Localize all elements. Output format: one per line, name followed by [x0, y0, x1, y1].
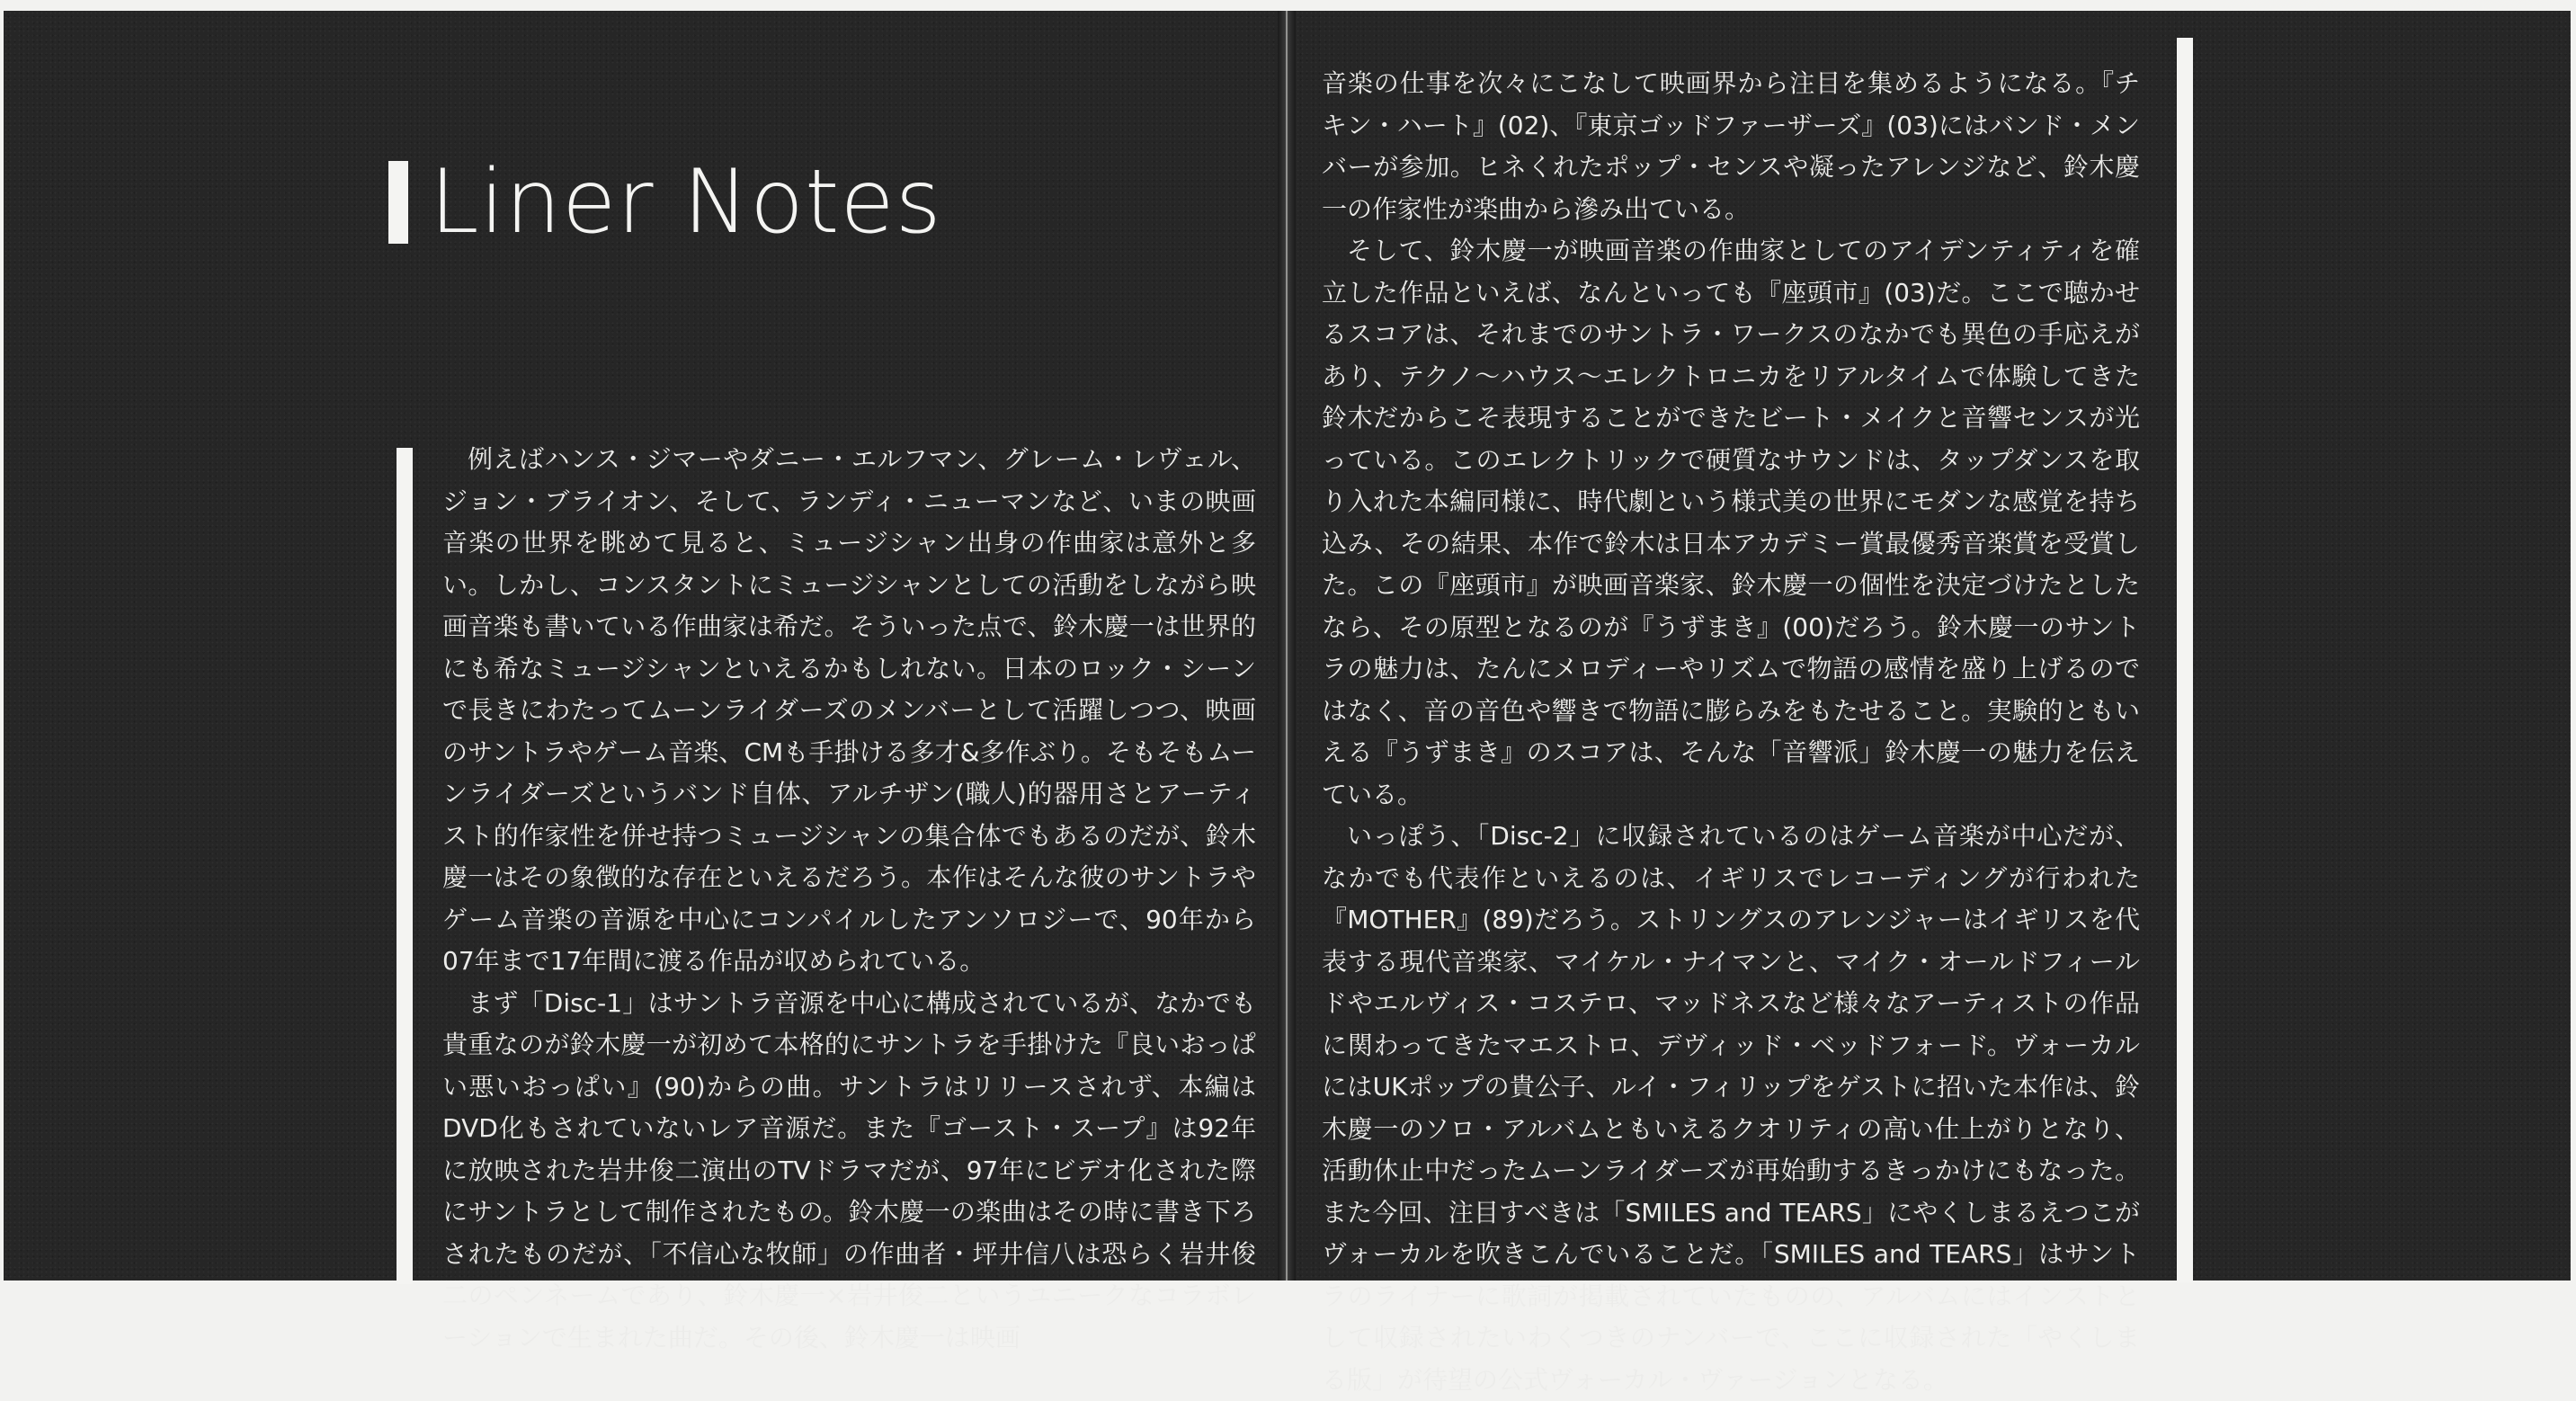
paragraph: まず「Disc-1」はサントラ音源を中心に構成されているが、なかでも貴重なのが鈴木慶一が初めて本格的にサントラを手掛けた『良いおっぱい悪いおっぱい』(90)からの曲。サントラはリリースされず、本編はDVD化もされていないレア音源だ。また『ゴースト・スープ』は92年に放映された岩井俊二演出のTVドラマだが、97年にビデオ化された際にサントラとして制作されたもの。鈴木慶一の楽曲はその時に書き下ろされたものだが、「不信心な牧師」の作曲者・坪井信八は恐らく岩井俊二のペンネームであり、鈴木慶一×岩井俊二というユニークなコラボレーションで生まれた曲だ。その後、鈴木慶一は映画: [442, 987, 1256, 1352]
title-bar-mark: [388, 161, 408, 244]
paragraph-continued: 音楽の仕事を次々にこなして映画界から注目を集めるようになる。『チキン・ハート』(02)、『東京ゴッドファーザーズ』(03)にはバンド・メンバーが参加。ヒネくれたポップ・センスや凝ったアレンジなど、鈴木慶一の作家性が楽曲から滲み出ている。: [1322, 68, 2140, 224]
left-column-text: [442, 439, 1256, 1359]
title-text: Liner Notes: [430, 151, 942, 254]
book-gutter: [1278, 11, 1296, 1281]
paragraph: いっぽう、「Disc-2」に収録されているのはゲーム音楽が中心だが、なかでも代表作といえるのは、イギリスでレコーディングが行われた『MOTHER』(89)だろう。ストリングスのアレンジャーはイギリスを代表する現代音楽家、マイケル・ナイマンと、マイク・オールドフィールドやエルヴィス・コステロ、マッドネスなど様々なアーティストの作品に関わってきたマエストロ、デヴィッド・ベッドフォード。ヴォーカルにはUKポップの貴公子、ルイ・フィリップをゲストに招いた本作は、鈴木慶一のソロ・アルバムともいえるクオリティの高い仕上がりとなり、活動休止中だったムーンライダーズが再始動するきっかけにもなった。また今回、注目すべきは「SMILES and TEARS」にやくしまるえつこがヴォーカルを吹きこんでいることだ。「SMILES and TEARS」はサントラのライナーに歌詞が掲載されていたものの、アルバムにはインストとして収録されたいわくつきのナンバーで、ここに収録された「やくしまる版」が待望の公式ヴォーカル・ヴァージョンとなる。: [1322, 821, 2140, 1395]
right-column-text: [1322, 63, 2140, 1401]
paragraph: そして、鈴木慶一が映画音楽の作曲家としてのアイデンティティを確立した作品といえば、なんといっても『座頭市』(03)だ。ここで聴かせるスコアは、それまでのサントラ・ワークスのなかでも異色の手応えがあり、テクノ〜ハウス〜エレクトロニカをリアルタイムで体験してきた鈴木だからこそ表現することができたビート・メイクと音響センスが光っている。このエレクトリックで硬質なサウンドは、タップダンスを取り入れた本編同様に、時代劇という様式美の世界にモダンな感覚を持ち込み、その結果、本作で鈴木は日本アカデミー賞最優秀音楽賞を受賞した。この『座頭市』が映画音楽家、鈴木慶一の個性を決定づけたとしたなら、その原型となるのが『うずまき』(00)だろう。鈴木慶一のサントラの魅力は、たんにメロディーやリズムで物語の感情を盛り上げるのではなく、音の音色や響きで物語に膨らみをもたせること。実験的ともいえる『うずまき』のスコアは、そんな「音響派」鈴木慶一の魅力を伝えている。: [1322, 236, 2140, 809]
paragraph: 例えばハンス・ジマーやダニー・エルフマン、グレーム・レヴェル、ジョン・ブライオン、そして、ランディ・ニューマンなど、いまの映画音楽の世界を眺めて見ると、ミュージシャン出身の作曲家は意外と多い。しかし、コンスタントにミュージシャンとしての活動をしながら映画音楽も書いている作曲家は希だ。そういった点で、鈴木慶一は世界的にも希なミュージシャンといえるかもしれない。日本のロック・シーンで長きにわたってムーンライダーズのメンバーとして活躍しつつ、映画のサントラやゲーム音楽、CMも手掛ける多才&多作ぶり。そもそもムーンライダーズというバンド自体、アルチザン(職人)的器用さとアーティスト的作家性を併せ持つミュージシャンの集合体でもあるのだが、鈴木慶一はその象徴的な存在といえるだろう。本作はそんな彼のサントラやゲーム音楽の音源を中心にコンパイルしたアンソロジーで、90年から07年まで17年間に渡る作品が収められている。: [442, 444, 1256, 976]
page-title: [388, 151, 942, 254]
right-column-rule: [2177, 38, 2193, 1282]
left-column-rule: [397, 448, 413, 1284]
